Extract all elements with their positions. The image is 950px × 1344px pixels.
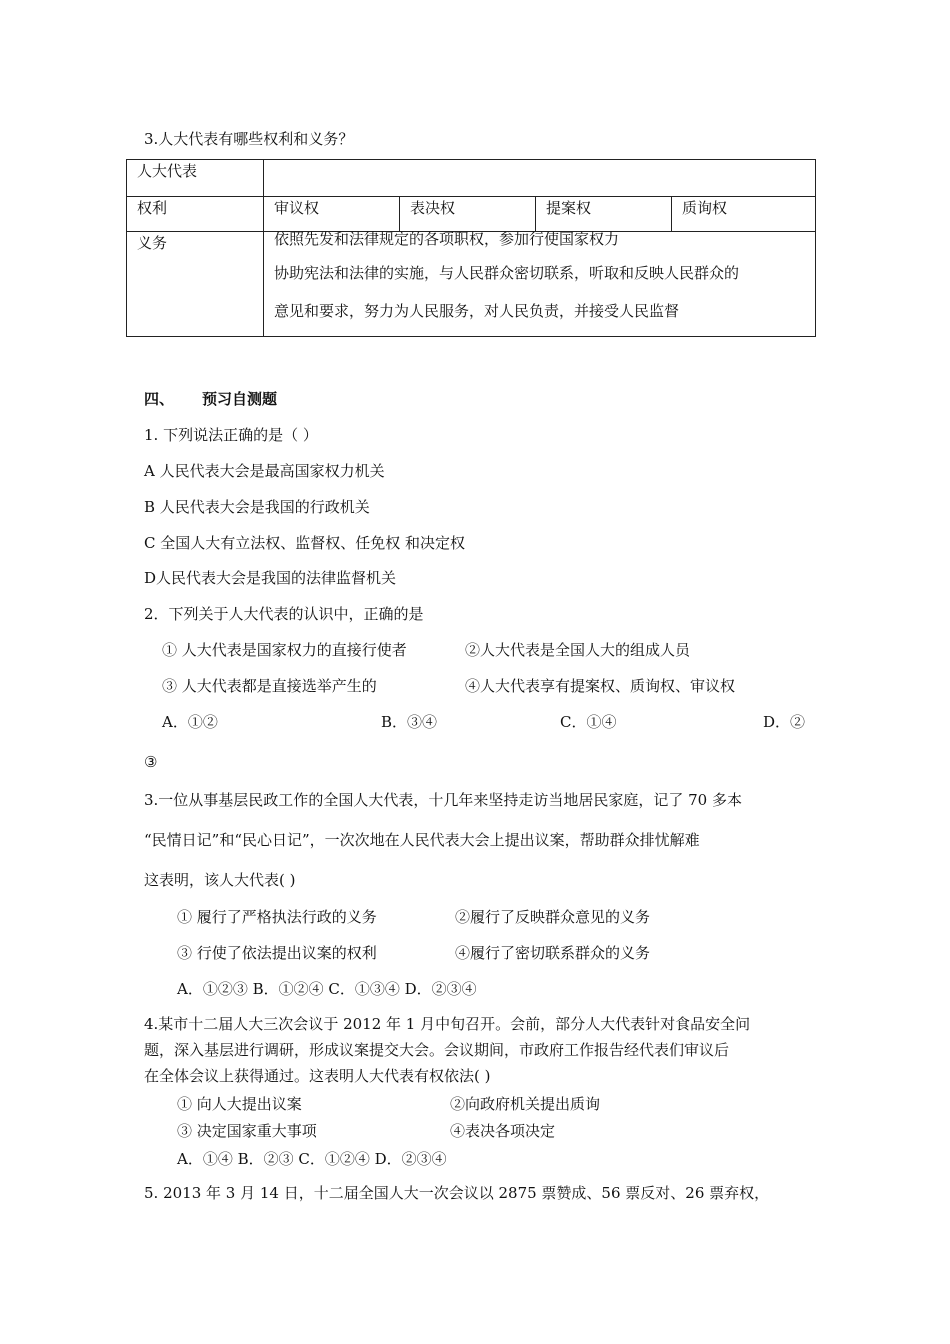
question-line: “民情日记”和“民心日记”，一次次地在人民代表大会上提出议案，帮助群众排忧解难 (144, 831, 700, 849)
question-line: 题，深入基层进行调研，形成议案提交大会。会议期间，市政府工作报告经代表们审议后 (144, 1041, 730, 1059)
statement-item: ③ 决定国家重大事项 (177, 1122, 317, 1140)
section-number: 四、 (144, 390, 175, 408)
rights-duties-table (126, 159, 816, 337)
statement-item: ① 向人大提出议案 (177, 1095, 302, 1113)
statement-item: ②人大代表是全国人大的组成人员 (465, 641, 691, 659)
question-line: 4.某市十二届人大三次会议于 2012 年 1 月中旬召开。会前，部分人大代表针对食品安全问 (144, 1015, 751, 1033)
answer-choice: D．② (763, 713, 806, 731)
answer-option: A 人民代表大会是最高国家权力机关 (144, 462, 385, 480)
table-cell-rep-label: 人大代表 (127, 160, 264, 197)
statement-item: ②履行了反映群众意见的义务 (455, 908, 651, 926)
table-cell-duties-label: 义务 (127, 232, 264, 337)
question-line: 在全体会议上获得通过。这表明人大代表有权依法( ) (144, 1067, 491, 1085)
answer-choices: A．①②③ B．①②④ C．①③④ D．②③④ (177, 980, 477, 998)
duty-line: 协助宪法和法律的实施，与人民群众密切联系，听取和反映人民群众的 (274, 264, 740, 282)
question-line: 3.一位从事基层民政工作的全国人大代表，十几年来坚持走访当地居民家庭，记了 70 多本 (144, 791, 742, 809)
answer-option: D人民代表大会是我国的法律监督机关 (144, 569, 397, 587)
table-cell-right: 审议权 (264, 197, 400, 232)
section-title: 预习自测题 (202, 390, 278, 408)
table-row (127, 232, 816, 337)
table-cell-right: 提案权 (536, 197, 672, 232)
question-heading: 3.人大代表有哪些权利和义务？ (144, 130, 354, 148)
question-line: 这表明，该人大代表( ) (144, 871, 296, 889)
answer-option: C 全国人大有立法权、监督权、任免权 和决定权 (144, 534, 466, 552)
table-row (127, 197, 816, 232)
statement-item: ④表决各项决定 (450, 1122, 556, 1140)
table-cell-right: 质询权 (672, 197, 816, 232)
answer-option: B 人民代表大会是我国的行政机关 (144, 498, 370, 516)
table-cell-right: 表决权 (400, 197, 536, 232)
statement-item: ③ 行使了依法提出议案的权利 (177, 944, 377, 962)
question-stem: 1. 下列说法正确的是（ ） (144, 426, 318, 444)
duty-line: 依照先发和法律规定的各项职权，参加行使国家权力 (274, 230, 620, 248)
answer-choices: A．①④ B．②③ C．①②④ D．②③④ (177, 1150, 447, 1168)
table-row (127, 160, 816, 197)
question-stem: 2．下列关于人大代表的认识中，正确的是 (144, 605, 424, 623)
duty-line: 意见和要求，努力为人民服务，对人民负责，并接受人民监督 (274, 302, 680, 320)
statement-item: ③ 人大代表都是直接选举产生的 (162, 677, 377, 695)
statement-item: ②向政府机关提出质询 (450, 1095, 601, 1113)
answer-choice-wrap: ③ (144, 753, 158, 771)
table-cell-rights-label: 权利 (127, 197, 264, 232)
statement-item: ④履行了密切联系群众的义务 (455, 944, 651, 962)
table-cell-duties (264, 232, 816, 337)
table-cell-empty (264, 160, 816, 197)
statement-item: ① 履行了严格执法行政的义务 (177, 908, 377, 926)
question-line: 5. 2013 年 3 月 14 日，十二届全国人大一次会议以 2875 票赞成、56 票反对、26 票弃权， (144, 1184, 770, 1202)
answer-choice: C．①④ (560, 713, 617, 731)
statement-item: ④人大代表享有提案权、质询权、审议权 (465, 677, 736, 695)
answer-choice: A．①② (162, 713, 218, 731)
answer-choice: B．③④ (381, 713, 438, 731)
statement-item: ① 人大代表是国家权力的直接行使者 (162, 641, 407, 659)
